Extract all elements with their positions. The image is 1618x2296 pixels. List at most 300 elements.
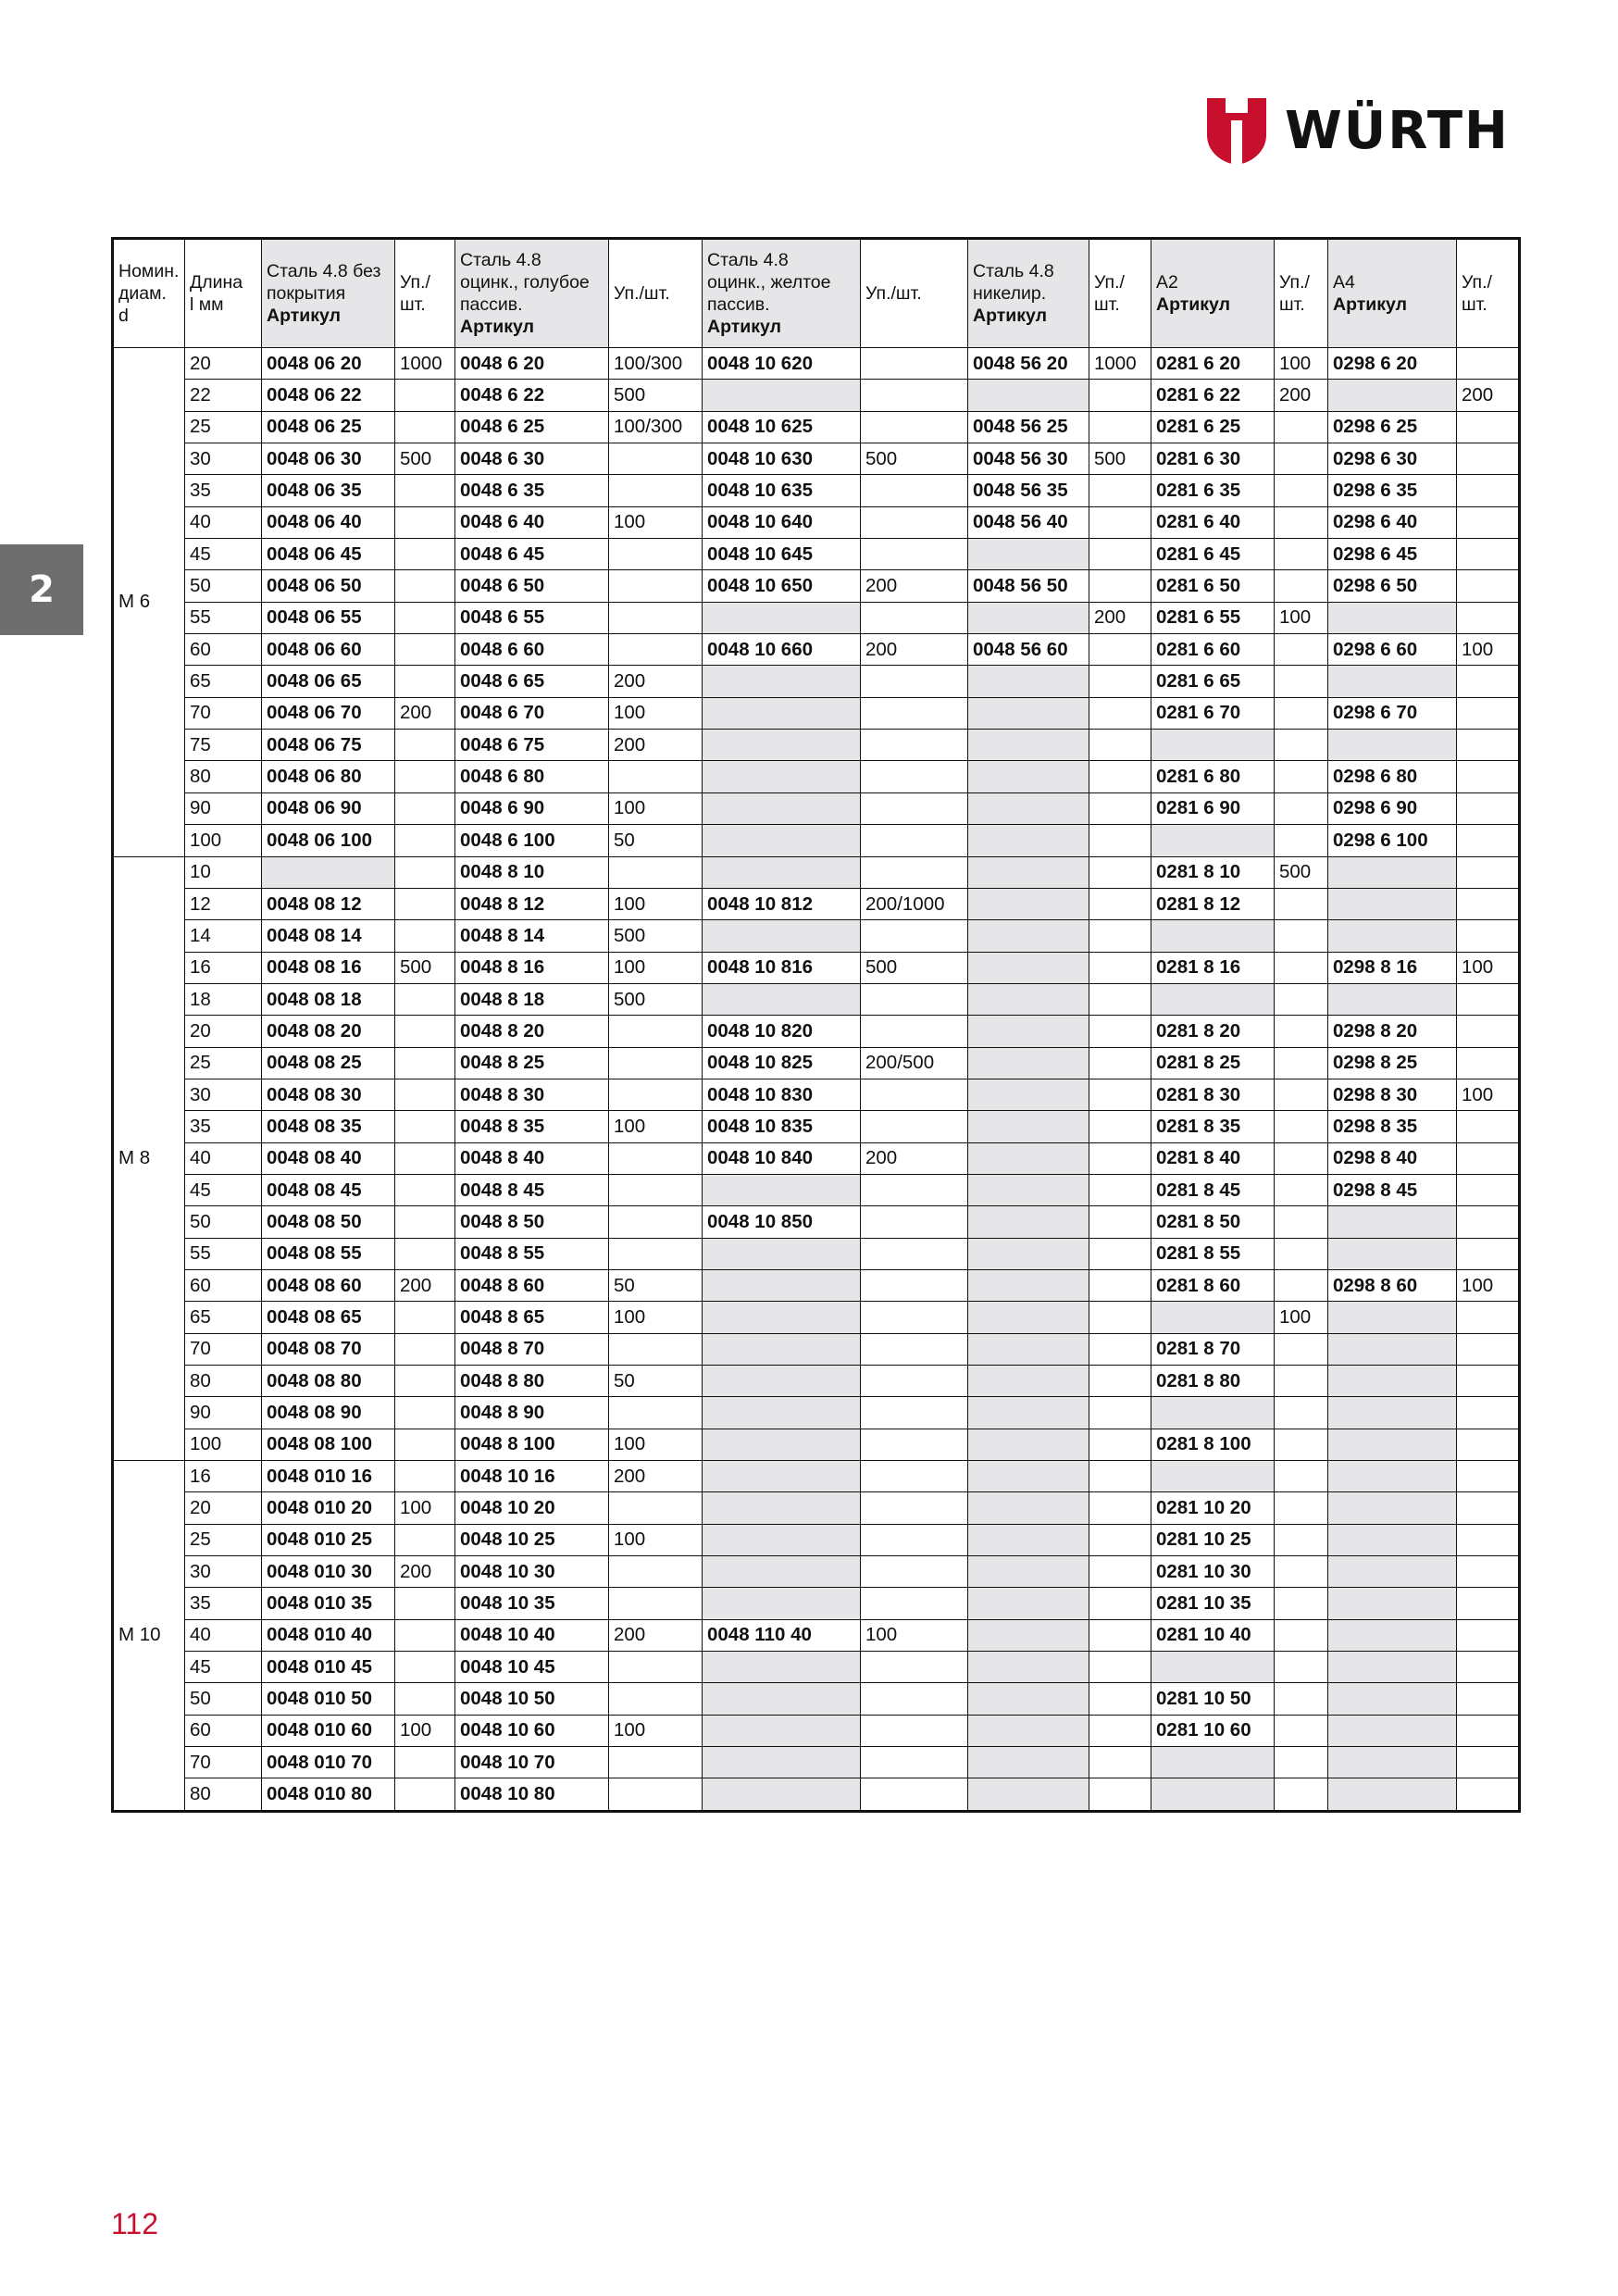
qty-cell <box>861 920 968 952</box>
qty-cell <box>395 1429 455 1460</box>
qty-cell <box>1275 1397 1328 1429</box>
qty-cell <box>1089 1174 1151 1205</box>
article-cell: 0048 10 35 <box>455 1588 609 1619</box>
qty-cell: 500 <box>1275 856 1328 888</box>
article-cell <box>968 1047 1089 1079</box>
length-cell: 90 <box>185 792 262 824</box>
length-cell: 60 <box>185 634 262 666</box>
article-cell: 0048 110 40 <box>703 1619 861 1651</box>
qty-cell <box>1275 1269 1328 1301</box>
article-cell: 0298 6 25 <box>1328 411 1457 443</box>
qty-cell <box>1457 1238 1520 1269</box>
article-cell: 0298 8 25 <box>1328 1047 1457 1079</box>
table-row <box>113 475 1520 506</box>
table-row <box>113 1016 1520 1047</box>
qty-cell <box>1275 506 1328 538</box>
qty-cell: 100 <box>395 1492 455 1524</box>
qty-cell: 200/1000 <box>861 888 968 919</box>
article-cell: 0048 10 620 <box>703 348 861 380</box>
article-cell: 0048 06 55 <box>262 602 395 633</box>
length-cell: 40 <box>185 1619 262 1651</box>
qty-cell <box>1089 666 1151 697</box>
length-cell: 65 <box>185 666 262 697</box>
qty-cell: 200 <box>609 730 703 761</box>
article-cell <box>703 1715 861 1746</box>
article-cell: 0281 6 60 <box>1151 634 1275 666</box>
article-cell: 0281 8 45 <box>1151 1174 1275 1205</box>
article-cell: 0048 010 50 <box>262 1683 395 1715</box>
qty-cell <box>1089 411 1151 443</box>
article-cell <box>1151 1397 1275 1429</box>
article-cell: 0281 10 60 <box>1151 1715 1275 1746</box>
qty-cell <box>1089 1524 1151 1555</box>
article-cell <box>968 952 1089 983</box>
qty-cell <box>1275 1174 1328 1205</box>
qty-cell: 500 <box>395 952 455 983</box>
qty-cell: 100 <box>395 1715 455 1746</box>
article-cell: 0048 6 80 <box>455 761 609 792</box>
qty-cell <box>609 1016 703 1047</box>
article-cell: 0048 8 45 <box>455 1174 609 1205</box>
article-cell <box>968 1111 1089 1142</box>
table-row <box>113 1111 1520 1142</box>
length-cell: 55 <box>185 602 262 633</box>
qty-cell <box>1275 697 1328 729</box>
article-cell <box>703 1461 861 1492</box>
article-cell <box>1328 1397 1457 1429</box>
article-cell <box>968 1429 1089 1460</box>
article-cell <box>1328 1429 1457 1460</box>
qty-cell <box>1275 730 1328 761</box>
qty-cell <box>1457 1142 1520 1174</box>
qty-cell <box>1275 570 1328 602</box>
article-cell: 0048 010 70 <box>262 1747 395 1778</box>
article-cell <box>968 1016 1089 1047</box>
qty-cell <box>1457 888 1520 919</box>
article-cell: 0048 6 40 <box>455 506 609 538</box>
qty-cell <box>1275 1652 1328 1683</box>
article-cell: 0281 6 80 <box>1151 761 1275 792</box>
article-cell <box>1151 1302 1275 1333</box>
article-cell: 0048 8 70 <box>455 1333 609 1365</box>
article-cell <box>1328 1747 1457 1778</box>
article-cell <box>1151 1778 1275 1811</box>
article-cell <box>968 1652 1089 1683</box>
article-cell: 0281 6 30 <box>1151 443 1275 475</box>
article-cell <box>703 1269 861 1301</box>
article-cell: 0048 6 35 <box>455 475 609 506</box>
qty-cell <box>1089 1079 1151 1110</box>
length-cell: 16 <box>185 1461 262 1492</box>
article-cell: 0048 010 60 <box>262 1715 395 1746</box>
qty-cell <box>1089 506 1151 538</box>
article-cell: 0281 6 70 <box>1151 697 1275 729</box>
article-cell: 0281 6 50 <box>1151 570 1275 602</box>
length-cell: 80 <box>185 1366 262 1397</box>
qty-cell <box>609 1206 703 1238</box>
qty-cell <box>1089 1047 1151 1079</box>
article-cell <box>703 1492 861 1524</box>
article-cell <box>1328 1556 1457 1588</box>
qty-cell <box>609 1556 703 1588</box>
article-cell: 0298 8 20 <box>1328 1016 1457 1047</box>
article-cell: 0298 6 30 <box>1328 443 1457 475</box>
article-cell: 0048 8 10 <box>455 856 609 888</box>
qty-cell <box>1089 792 1151 824</box>
article-cell: 0048 06 80 <box>262 761 395 792</box>
article-cell: 0048 06 30 <box>262 443 395 475</box>
qty-cell <box>395 1142 455 1174</box>
article-cell <box>968 1269 1089 1301</box>
qty-cell <box>1089 380 1151 411</box>
header-qty: Уп./ шт. <box>1275 239 1328 348</box>
qty-cell <box>609 1588 703 1619</box>
qty-cell <box>609 1238 703 1269</box>
qty-cell <box>1275 1492 1328 1524</box>
table-row <box>113 1047 1520 1079</box>
qty-cell <box>1275 888 1328 919</box>
qty-cell <box>1457 1461 1520 1492</box>
article-cell: 0048 08 12 <box>262 888 395 919</box>
article-cell <box>968 602 1089 633</box>
article-cell <box>703 602 861 633</box>
qty-cell <box>1275 1142 1328 1174</box>
article-cell <box>968 1333 1089 1365</box>
qty-cell <box>861 1238 968 1269</box>
qty-cell <box>395 539 455 570</box>
qty-cell <box>861 1366 968 1397</box>
qty-cell: 1000 <box>1089 348 1151 380</box>
length-cell: 45 <box>185 1652 262 1683</box>
article-cell <box>1328 1652 1457 1683</box>
article-cell <box>968 920 1089 952</box>
article-cell <box>703 1747 861 1778</box>
qty-cell <box>1457 1683 1520 1715</box>
qty-cell <box>1457 1778 1520 1811</box>
qty-cell: 200 <box>1275 380 1328 411</box>
table-row <box>113 1461 1520 1492</box>
qty-cell <box>861 1556 968 1588</box>
article-cell: 0048 8 80 <box>455 1366 609 1397</box>
article-cell: 0048 08 65 <box>262 1302 395 1333</box>
qty-cell <box>609 1079 703 1110</box>
qty-cell <box>1275 1778 1328 1811</box>
length-cell: 60 <box>185 1715 262 1746</box>
article-cell <box>703 666 861 697</box>
article-cell: 0281 6 65 <box>1151 666 1275 697</box>
article-cell: 0298 6 40 <box>1328 506 1457 538</box>
header-a2: A2 Артикул <box>1151 239 1275 348</box>
qty-cell: 200 <box>395 1556 455 1588</box>
brand-wordmark: WÜRTH <box>1285 101 1510 161</box>
article-cell: 0298 6 50 <box>1328 570 1457 602</box>
length-cell: 50 <box>185 570 262 602</box>
article-cell: 0048 10 40 <box>455 1619 609 1651</box>
article-cell: 0048 10 820 <box>703 1016 861 1047</box>
article-cell <box>1328 1524 1457 1555</box>
article-cell <box>1328 380 1457 411</box>
table-row <box>113 1142 1520 1174</box>
article-cell <box>1328 1461 1457 1492</box>
article-cell <box>1328 1778 1457 1811</box>
article-cell <box>968 792 1089 824</box>
table-row <box>113 1619 1520 1651</box>
qty-cell <box>609 602 703 633</box>
article-cell <box>1328 730 1457 761</box>
qty-cell <box>1089 1492 1151 1524</box>
article-cell: 0048 8 14 <box>455 920 609 952</box>
table-row <box>113 602 1520 633</box>
qty-cell <box>609 1747 703 1778</box>
article-cell <box>968 1778 1089 1811</box>
qty-cell <box>609 1683 703 1715</box>
article-cell: 0298 6 35 <box>1328 475 1457 506</box>
length-cell: 16 <box>185 952 262 983</box>
qty-cell: 200 <box>861 570 968 602</box>
qty-cell <box>861 856 968 888</box>
article-cell: 0048 010 25 <box>262 1524 395 1555</box>
qty-cell <box>861 1492 968 1524</box>
article-cell: 0048 8 30 <box>455 1079 609 1110</box>
qty-cell <box>1089 1429 1151 1460</box>
table-row <box>113 792 1520 824</box>
length-cell: 25 <box>185 411 262 443</box>
qty-cell: 200 <box>609 1461 703 1492</box>
length-cell: 35 <box>185 475 262 506</box>
article-cell: 0048 8 18 <box>455 983 609 1015</box>
qty-cell: 50 <box>609 1366 703 1397</box>
article-cell: 0048 8 55 <box>455 1238 609 1269</box>
article-cell <box>703 1366 861 1397</box>
article-cell: 0281 6 35 <box>1151 475 1275 506</box>
article-cell: 0048 08 35 <box>262 1111 395 1142</box>
article-cell <box>968 1142 1089 1174</box>
qty-cell <box>1457 1366 1520 1397</box>
qty-cell <box>1275 1206 1328 1238</box>
qty-cell <box>861 1111 968 1142</box>
page-number: 112 <box>111 2207 159 2240</box>
qty-cell <box>861 1269 968 1301</box>
article-cell: 0048 10 80 <box>455 1778 609 1811</box>
article-cell: 0048 10 70 <box>455 1747 609 1778</box>
article-cell <box>968 888 1089 919</box>
article-cell: 0048 06 75 <box>262 730 395 761</box>
qty-cell <box>861 1652 968 1683</box>
article-cell: 0048 6 20 <box>455 348 609 380</box>
length-cell: 45 <box>185 539 262 570</box>
qty-cell <box>1089 1556 1151 1588</box>
article-cell: 0048 6 75 <box>455 730 609 761</box>
article-cell: 0048 06 90 <box>262 792 395 824</box>
article-cell: 0048 10 45 <box>455 1652 609 1683</box>
qty-cell <box>1457 920 1520 952</box>
qty-cell <box>861 1461 968 1492</box>
article-cell <box>968 856 1089 888</box>
table-row <box>113 1269 1520 1301</box>
header-row <box>113 239 1520 348</box>
length-cell: 35 <box>185 1111 262 1142</box>
qty-cell <box>395 1206 455 1238</box>
qty-cell <box>1089 920 1151 952</box>
qty-cell <box>395 1333 455 1365</box>
article-cell: 0048 010 20 <box>262 1492 395 1524</box>
qty-cell <box>1089 1016 1151 1047</box>
article-cell <box>703 1174 861 1205</box>
article-cell: 0048 56 50 <box>968 570 1089 602</box>
qty-cell <box>1275 411 1328 443</box>
article-cell <box>1328 1588 1457 1619</box>
diameter-cell: M 10 <box>113 1461 185 1812</box>
article-cell: 0281 8 60 <box>1151 1269 1275 1301</box>
table-row <box>113 666 1520 697</box>
qty-cell <box>609 1174 703 1205</box>
qty-cell: 100 <box>1457 952 1520 983</box>
qty-cell: 100 <box>609 697 703 729</box>
article-cell <box>968 1397 1089 1429</box>
qty-cell <box>1457 1016 1520 1047</box>
article-cell <box>968 761 1089 792</box>
qty-cell: 500 <box>609 920 703 952</box>
qty-cell: 200 <box>609 1619 703 1651</box>
article-cell <box>703 792 861 824</box>
article-cell: 0048 08 45 <box>262 1174 395 1205</box>
table-row <box>113 888 1520 919</box>
article-cell: 0048 56 20 <box>968 348 1089 380</box>
article-cell: 0298 8 16 <box>1328 952 1457 983</box>
article-cell: 0298 6 45 <box>1328 539 1457 570</box>
length-cell: 70 <box>185 1747 262 1778</box>
article-cell <box>703 1429 861 1460</box>
qty-cell: 100 <box>609 506 703 538</box>
article-cell: 0048 6 100 <box>455 825 609 856</box>
qty-cell <box>1457 697 1520 729</box>
article-cell <box>703 1397 861 1429</box>
qty-cell <box>861 475 968 506</box>
qty-cell <box>1275 1461 1328 1492</box>
article-cell <box>703 761 861 792</box>
article-cell: 0048 10 625 <box>703 411 861 443</box>
qty-cell <box>1457 506 1520 538</box>
qty-cell <box>395 1461 455 1492</box>
qty-cell <box>861 539 968 570</box>
article-cell: 0281 8 50 <box>1151 1206 1275 1238</box>
qty-cell: 100 <box>609 1302 703 1333</box>
qty-cell <box>1275 475 1328 506</box>
qty-cell <box>1275 761 1328 792</box>
qty-cell <box>1275 792 1328 824</box>
qty-cell <box>1457 1747 1520 1778</box>
article-cell: 0048 06 40 <box>262 506 395 538</box>
article-cell <box>968 1079 1089 1110</box>
table-row <box>113 730 1520 761</box>
qty-cell <box>395 1683 455 1715</box>
length-cell: 20 <box>185 348 262 380</box>
qty-cell <box>395 1588 455 1619</box>
qty-cell <box>1457 475 1520 506</box>
length-cell: 55 <box>185 1238 262 1269</box>
length-cell: 80 <box>185 1778 262 1811</box>
qty-cell <box>861 1715 968 1746</box>
article-cell: 0048 08 16 <box>262 952 395 983</box>
qty-cell <box>395 666 455 697</box>
article-cell: 0298 6 80 <box>1328 761 1457 792</box>
qty-cell <box>1275 1715 1328 1746</box>
table-row <box>113 1238 1520 1269</box>
qty-cell <box>1275 1524 1328 1555</box>
length-cell: 80 <box>185 761 262 792</box>
article-cell <box>262 856 395 888</box>
length-cell: 45 <box>185 1174 262 1205</box>
qty-cell <box>1089 1652 1151 1683</box>
qty-cell: 100/300 <box>609 348 703 380</box>
article-cell: 0048 08 50 <box>262 1206 395 1238</box>
qty-cell <box>1275 539 1328 570</box>
article-cell: 0298 6 20 <box>1328 348 1457 380</box>
length-cell: 25 <box>185 1524 262 1555</box>
qty-cell <box>395 1652 455 1683</box>
article-cell: 0048 10 825 <box>703 1047 861 1079</box>
qty-cell: 200 <box>395 1269 455 1301</box>
article-cell: 0048 10 630 <box>703 443 861 475</box>
qty-cell <box>1089 888 1151 919</box>
table-row <box>113 539 1520 570</box>
length-cell: 50 <box>185 1683 262 1715</box>
qty-cell <box>861 761 968 792</box>
article-cell <box>968 1206 1089 1238</box>
qty-cell <box>1275 1238 1328 1269</box>
length-cell: 100 <box>185 825 262 856</box>
table-row <box>113 1333 1520 1365</box>
qty-cell <box>1089 1461 1151 1492</box>
qty-cell <box>1089 1715 1151 1746</box>
qty-cell <box>1089 1588 1151 1619</box>
article-cell <box>968 825 1089 856</box>
qty-cell: 100 <box>609 888 703 919</box>
qty-cell: 100 <box>1275 1302 1328 1333</box>
article-cell: 0048 08 14 <box>262 920 395 952</box>
article-cell: 0048 06 50 <box>262 570 395 602</box>
qty-cell: 200 <box>609 666 703 697</box>
article-cell: 0298 6 90 <box>1328 792 1457 824</box>
article-cell <box>703 1302 861 1333</box>
article-cell: 0281 8 20 <box>1151 1016 1275 1047</box>
article-cell: 0048 10 16 <box>455 1461 609 1492</box>
qty-cell <box>1275 1747 1328 1778</box>
article-cell <box>1328 983 1457 1015</box>
qty-cell <box>609 475 703 506</box>
header-qty: Уп./шт. <box>861 239 968 348</box>
table-row <box>113 1556 1520 1588</box>
article-cell <box>1328 666 1457 697</box>
header-qty: Уп./ шт. <box>395 239 455 348</box>
qty-cell: 100 <box>1457 1269 1520 1301</box>
qty-cell <box>861 1174 968 1205</box>
qty-cell: 50 <box>609 825 703 856</box>
article-cell: 0048 8 25 <box>455 1047 609 1079</box>
article-cell <box>968 1588 1089 1619</box>
table-row <box>113 825 1520 856</box>
article-cell: 0048 10 30 <box>455 1556 609 1588</box>
qty-cell <box>861 697 968 729</box>
article-cell: 0048 10 850 <box>703 1206 861 1238</box>
qty-cell: 200 <box>395 697 455 729</box>
table-row <box>113 920 1520 952</box>
qty-cell <box>1275 1079 1328 1110</box>
qty-cell: 100 <box>609 952 703 983</box>
article-cell: 0048 56 35 <box>968 475 1089 506</box>
article-cell: 0048 010 35 <box>262 1588 395 1619</box>
table-row <box>113 1079 1520 1110</box>
